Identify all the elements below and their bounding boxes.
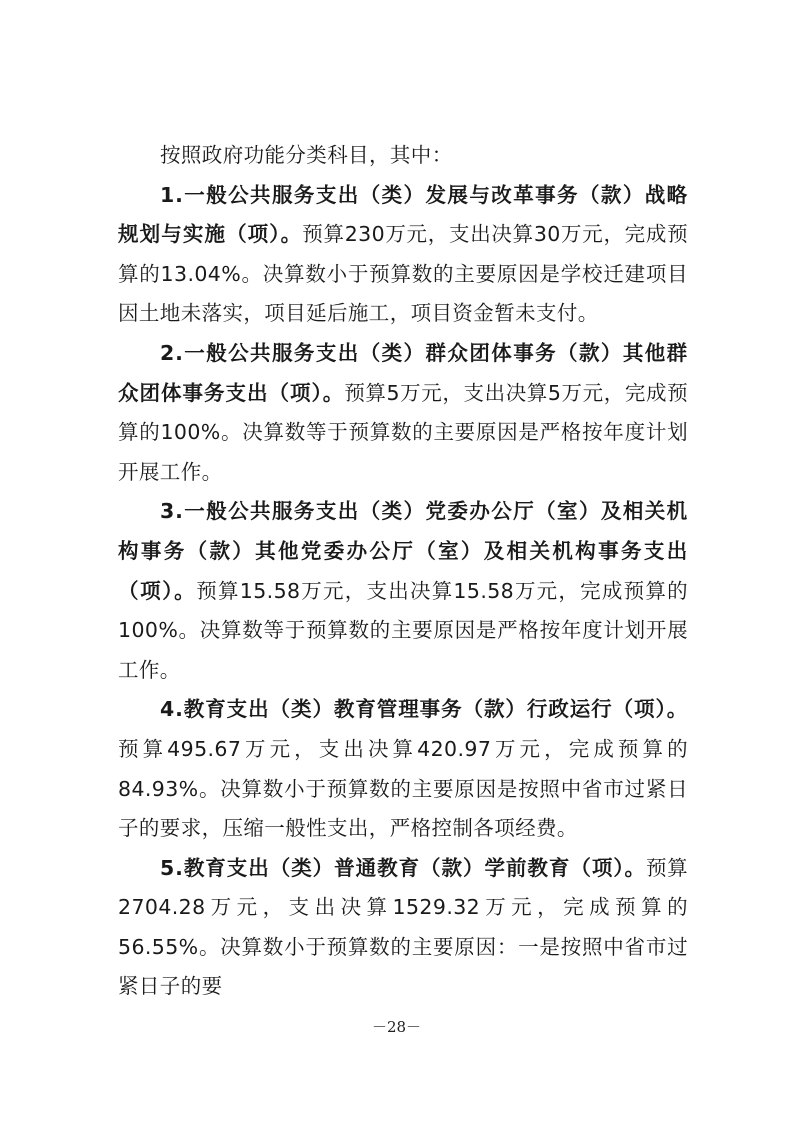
item-heading-1: 1.一般公共服务支出（类）发展与改革事务（款）战略规划与实施（项）。: [118, 182, 688, 247]
item-paragraph-1: [118, 176, 688, 334]
item-paragraph-3: [118, 492, 688, 690]
item-paragraph-5: [118, 849, 688, 1007]
item-body-3: 预算15.58万元，支出决算15.58万元，完成预算的100%。决算数等于预算数的主要原因是严格按年度计划开展工作。: [118, 578, 688, 682]
item-body-2: 预算5万元，支出决算5万元，完成预算的100%。决算数等于预算数的主要原因是严格按年度计划开展工作。: [118, 380, 688, 484]
item-heading-2: 2.一般公共服务支出（类）群众团体事务（款）其他群众团体事务支出（项）。: [118, 340, 688, 405]
item-heading-5: 5.教育支出（类）普通教育（款）学前教育（项）。: [160, 855, 647, 880]
intro-paragraph: 按照政府功能分类科目，其中：: [160, 143, 453, 167]
item-heading-3: 3.一般公共服务支出（类）党委办公厅（室）及相关机构事务（款）其他党委办公厅（室）及相关机构事务支出（项）。: [118, 499, 688, 603]
item-heading-4: 4.教育支出（类）教育管理事务（款）行政运行（项）。: [160, 697, 688, 722]
item-paragraph-2: [118, 334, 688, 492]
document-body: [118, 136, 688, 1007]
item-paragraph-4: [118, 690, 688, 848]
item-body-5: 预算2704.28万元，支出决算1529.32万元，完成预算的56.55%。决算数小于预算数的主要原因：一是按照中省市过紧日子的要: [118, 855, 688, 999]
item-body-1: 预算230万元，支出决算30万元，完成预算的13.04%。决算数小于预算数的主要原因是学校迁建项目因土地未落实，项目延后施工，项目资金暂未支付。: [118, 222, 689, 326]
item-body-4: 预算495.67万元，支出决算420.97万元，完成预算的84.93%。决算数小于预算数的主要原因是按照中省市过紧日子的要求，压缩一般性支出，严格控制各项经费。: [118, 736, 688, 841]
page-number: －28－: [371, 1018, 422, 1036]
